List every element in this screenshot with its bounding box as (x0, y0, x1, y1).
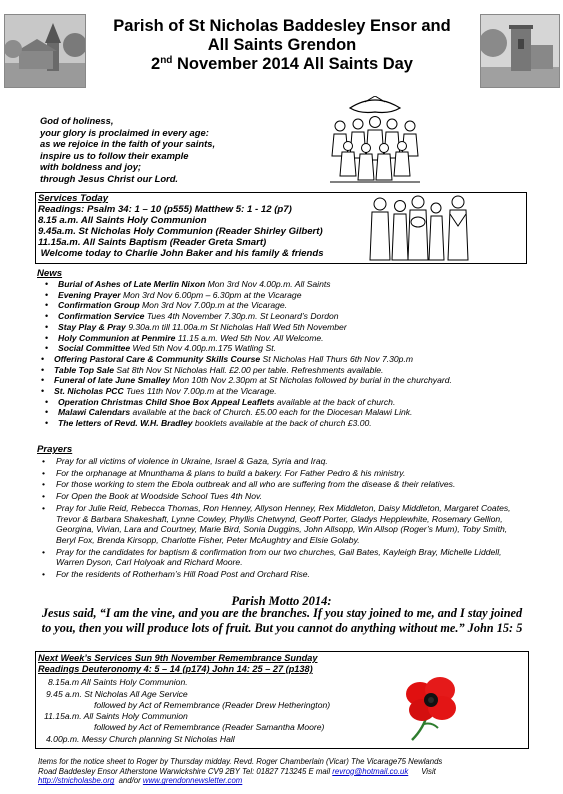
prayer-item: • For Open the Book at Woodside School Tues 4th Nov. (56, 491, 526, 502)
news-item-title: Confirmation Group (58, 300, 140, 311)
news-item-title: Offering Pastoral Care & Community Skills Course (54, 353, 261, 364)
parish-motto-title: Parish Motto 2014: (231, 594, 332, 608)
news-list (54, 279, 528, 429)
news-item-title: St. Nicholas PCC (54, 386, 124, 397)
next-week-heading: Next Week’s Services Sun 9th November Remembrance Sunday (38, 653, 318, 663)
news-item (54, 375, 494, 386)
grendon-newsletter-link[interactable]: www.grendonnewsletter.com (142, 776, 243, 786)
news-item-detail: Mon 3rd Nov 6.00pm – 6.30pm at the Vicarage (120, 289, 302, 300)
next-week-service-note: followed by Act of Remembrance (Reader Drew Hetherington) (94, 700, 331, 710)
baptism-clipart (366, 192, 476, 262)
next-week-service-note: followed by Act of Remembrance (Reader Samantha Moore) (94, 722, 325, 732)
service-item: 8.15 a.m. All Saints Holy Communion (38, 215, 207, 226)
news-item (58, 343, 528, 354)
news-item-title: Funeral of late June Smalley (54, 375, 171, 386)
news-item-detail: St Nicholas Hall Thurs 6th Nov 7.30p.m (260, 353, 413, 364)
stnicholas-website-link[interactable]: http://stnicholasbe.org (38, 776, 115, 786)
parish-title-line2: All Saints Grendon (207, 36, 357, 54)
date-day: 2 (151, 55, 161, 73)
prayer-item: • Pray for the candidates for baptism & confirmation from our two churches, Gail Bates, Kayleigh Bray, Michelle Liddell, Warren Dyson, Carl Holyoak and Richard Moore. (56, 547, 526, 568)
all-saints-church-photo (480, 14, 560, 88)
news-item-title: Table Top Sale (54, 364, 115, 375)
services-today-title: Services Today (38, 193, 109, 204)
footer-line (38, 776, 518, 786)
collect-prayer (40, 115, 280, 185)
service-item: 9.45a.m. St Nicholas Holy Communion (Reader Shirley Gilbert) (38, 226, 323, 237)
footer-and-or: and/or (114, 776, 143, 786)
prayer-item: • For the residents of Rotherham’s Hill Road Post and Orchard Rise. (56, 569, 526, 580)
collect-line: God of holiness, (40, 115, 114, 126)
next-week-service: 4.00p.m. Messy Church planning St Nicholas Hall (46, 734, 235, 744)
next-week-service: 9.45 a.m. St Nicholas All Age Service (46, 689, 188, 699)
date-rest: November 2014 All Saints Day (172, 55, 413, 73)
news-item (58, 418, 528, 429)
news-item (58, 407, 528, 418)
news-item-detail: Mon 3rd Nov 4.00p.m. All Saints (205, 279, 331, 289)
prayers-list (56, 456, 526, 581)
news-item (58, 290, 528, 301)
collect-line: inspire us to follow their example (40, 149, 189, 161)
news-item (54, 354, 524, 365)
collect-line: your glory is proclaimed in every age: (40, 126, 209, 138)
st-nicholas-church-photo (4, 14, 86, 88)
footer-line (38, 767, 518, 777)
news-item-detail: Tues 4th November 7.30p.m. St Leonard’s Dordon (144, 311, 339, 322)
prayers-heading: Prayers (37, 444, 73, 455)
collect-line: with boldness and joy; (40, 161, 142, 173)
news-item (58, 279, 528, 290)
service-item: 11.15a.m. All Saints Baptism (Reader Greta Smart) (38, 237, 267, 248)
next-week-service: 8.15a.m All Saints Holy Communion. (48, 677, 188, 687)
news-item-title: Burial of Ashes of Late Merlin Nixon (58, 279, 206, 289)
news-item-title: Evening Prayer (58, 289, 121, 300)
news-item-title: The letters of Revd. W.H. Bradley (58, 418, 193, 429)
news-item-detail: available at the back of Church. £5.00 each for the Diocesan Malawi Link. (130, 407, 413, 418)
prayer-item: • Pray for Julie Reid, Rebecca Thomas, Ron Henney, Allyson Henney, Rex Middleton, Daisy Middleton, Margaret Coates, Trevor & Barbara Shakeshaft, Lynne Cowley, Phyllis Chetwynd, Geoff Porter, Gladys Hepplewhite, Rosemary Gellion, Georgina, Vivian, Lara and Courtney, Marie Bird, Sonia Duggins, John Allsopp, Win Allsop (Roger’s Mum), Toby Smith, Beryl Fox, Brenda Kirsopp, Charlotte Fisher, Peter McAughtry and Elsie Golaby. (56, 503, 526, 546)
date-title (88, 55, 476, 74)
footer-address: Road Baddesley Ensor Atherstone Warwickshire CV9 2BY Tel: 01827 713245 E mail (38, 766, 333, 776)
news-item-detail: Wed 5th Nov 4.00p.m.175 Watling St. (130, 343, 276, 354)
collect-line: through Jesus Christ our Lord. (40, 172, 179, 184)
next-week-readings: Readings Deuteronomy 4: 5 – 14 (p174) John 14: 25 – 27 (p138) (38, 664, 313, 674)
news-heading: News (37, 268, 63, 279)
services-readings: Readings: Psalm 34: 1 – 10 (p555) Matthew 5: 1 - 12 (p7) (38, 204, 292, 215)
remembrance-poppy-icon (398, 672, 468, 742)
news-item (54, 365, 524, 376)
email-link[interactable]: revrog@hotmail.co.uk (332, 766, 409, 776)
news-item-title: Stay Play & Pray (58, 321, 126, 332)
news-item-title: Operation Christmas Child Shoe Box Appeal Leaflets (58, 396, 275, 407)
news-item-title: Malawi Calendars (58, 407, 131, 418)
news-item-detail: 9.30a.m till 11.00a.m St Nicholas Hall Wed 5th November (125, 321, 347, 332)
news-item-detail: Tues 11th Nov 7.00p.m at the Vicarage. (123, 386, 277, 397)
news-item-detail: Sat 8th Nov St Nicholas Hall. £2.00 per table. Refreshments available. (114, 364, 384, 375)
news-item (58, 300, 528, 311)
news-item (58, 333, 528, 344)
prayer-item: • For those working to stem the Ebola outbreak and all who are suffering from the disease & their relatives. (56, 479, 526, 490)
prayer-item: • Pray for all victims of violence in Ukraine, Israel & Gaza, Syria and Iraq. (56, 456, 526, 467)
news-item (58, 311, 528, 322)
parish-title-line1: Parish of St Nicholas Baddesley Ensor and (113, 17, 451, 35)
date-ordinal-suffix: nd (160, 55, 173, 66)
parish-motto-text: Jesus said, “I am the vine, and you are the branches. If you stay joined to me, and I stay joined to you, then you will produce lots of fruit. But you cannot do anything without me.” John 15: 5 (41, 606, 523, 635)
collect-line: as we rejoice in the faith of your saints, (40, 138, 216, 150)
news-item-detail: booklets available at the back of church £3.00. (192, 418, 372, 429)
next-week-service: 11.15a.m. All Saints Holy Communion (44, 711, 188, 721)
welcome-message: Welcome today to Charlie John Baker and his family & friends (38, 248, 324, 259)
news-item-title: Holy Communion at Penmire (58, 332, 176, 343)
news-item-detail: available at the back of church. (274, 396, 396, 407)
news-item (54, 386, 524, 397)
news-item-title: Social Committee (58, 343, 131, 354)
news-item-detail: 11.15 a.m. Wed 5th Nov. All Welcome. (175, 332, 324, 343)
all-saints-clipart (320, 96, 430, 186)
news-item-detail: Mon 3rd Nov 7.00p.m at the Vicarage. (139, 300, 288, 311)
news-item (58, 397, 528, 408)
footer-visit-label: Visit (408, 766, 436, 776)
prayer-item: • For the orphanage at Mnunthama & plans to build a bakery. For Father Pedro & his ministry. (56, 468, 526, 479)
news-item (58, 322, 528, 333)
news-item-title: Confirmation Service (58, 311, 145, 322)
footer-line: Items for the notice sheet to Roger by Thursday midday. Revd. Roger Chamberlain (Vicar) The Vicarage75 Newlands (38, 757, 443, 766)
news-item-detail: Mon 10th Nov 2.30pm at St Nicholas followed by burial in the churchyard. (170, 375, 452, 386)
footer-contact (38, 757, 518, 786)
